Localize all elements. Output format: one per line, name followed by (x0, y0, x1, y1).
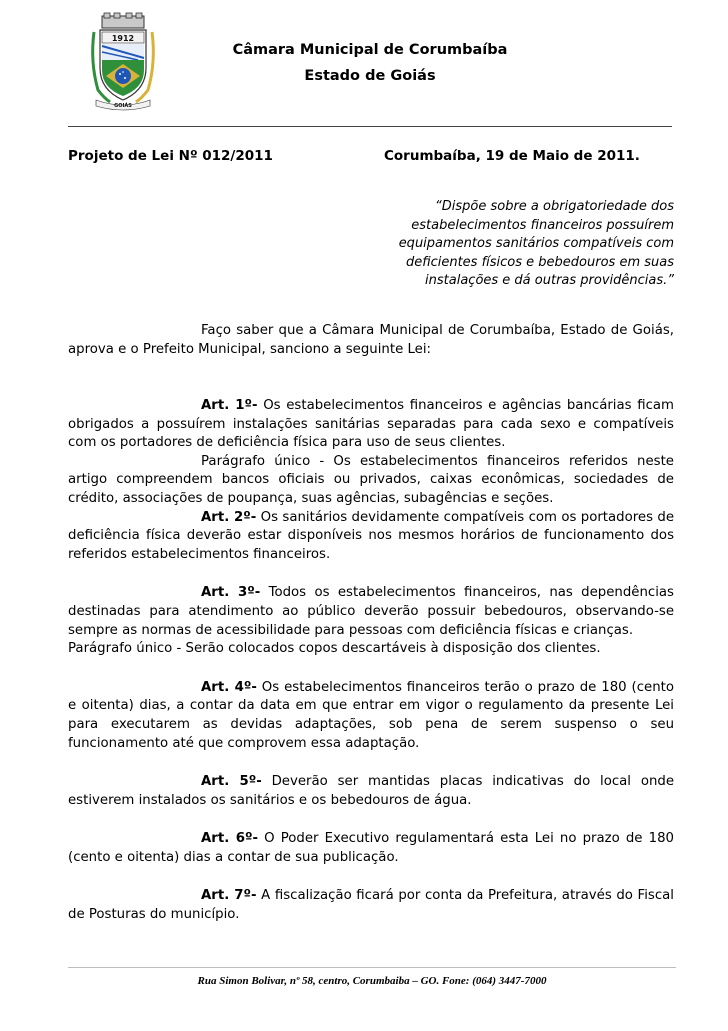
article-4-label: Art. 4º- (201, 679, 257, 695)
spacer (68, 867, 674, 887)
spacer (68, 564, 674, 584)
article-1 (68, 397, 674, 453)
article-3-text: Todos os estabelecimentos financeiros, nas dependências destinadas para atendimento ao público deverão possuir bebedouros, observando-se sempre as normas de acessibilidade para pessoas com deficiência físicas e crianças. (68, 585, 674, 638)
article-4 (68, 679, 674, 753)
article-6 (68, 830, 674, 867)
chamber-name: Câmara Municipal de Corumbaíba (232, 42, 508, 58)
article-3 (68, 584, 674, 640)
article-2-text: Os sanitários devidamente compatíveis com os portadores de deficiência física deverão estar disponíveis nos mesmos horários de funcionamento dos referidos estabelecimentos financeiros. (68, 509, 674, 562)
article-1-text: Os estabelecimentos financeiros e agências bancárias ficam obrigados a possuírem instalações sanitárias separadas para cada sexo e compatíveis com os portadores de deficiência física para uso de seus clientes. (68, 398, 674, 451)
article-5 (68, 773, 674, 810)
spacer (68, 810, 674, 830)
bill-number: Projeto de Lei Nº 012/2011 (68, 148, 273, 164)
footer-divider (68, 967, 676, 968)
spacer (68, 659, 674, 679)
article-2 (68, 509, 674, 565)
article-6-text: O Poder Executivo regulamentará esta Lei no prazo de 180 (cento e oitenta) dias a contar de sua publicação. (68, 831, 674, 865)
article-3-paragraph: Parágrafo único - Serão colocados copos descartáveis à disposição dos clientes. (68, 641, 601, 657)
article-5-label: Art. 5º- (201, 774, 262, 790)
spacer (68, 753, 674, 773)
article-7-label: Art. 7º- (201, 888, 257, 904)
municipal-coat-of-arms-icon (88, 12, 158, 112)
footer-address: Rua Simon Bolivar, nº 58, centro, Corumbaiba – GO. Fone: (064) 3447-7000 (197, 975, 547, 987)
preamble: Faço saber que a Câmara Municipal de Corumbaíba, Estado de Goiás, aprova e o Prefeito Municipal, sanciono a seguinte Lei: (68, 323, 674, 357)
article-1-paragraph: Parágrafo único - Os estabelecimentos financeiros referidos neste artigo compreendem bancos oficiais ou privados, caixas econômicas, sociedades de crédito, associações de poupança, suas agências, subagências e seções. (68, 453, 674, 506)
article-2-label: Art. 2º- (201, 509, 257, 525)
article-6-label: Art. 6º- (201, 831, 259, 847)
article-7 (68, 887, 674, 924)
article-7-text: A fiscalização ficará por conta da Prefeitura, através do Fiscal de Posturas do município. (68, 888, 674, 923)
article-3-label: Art. 3º- (201, 585, 261, 601)
state-name: Estado de Goiás (304, 68, 436, 84)
articles-block (68, 397, 674, 925)
article-4-text: Os estabelecimentos financeiros terão o prazo de 180 (cento e oitenta) dias, a contar da data em que entrar em vigor o regulamento da presente Lei para executarem as devidas adaptações, sob pena de serem suspenso o seu funcionamento até que comprovem essa adaptação. (68, 679, 675, 751)
emblem-year: 1912 (111, 34, 135, 43)
bill-summary: “Dispõe sobre a obrigatoriedade dos estabelecimentos financeiros possuírem equipamentos sanitários compatíveis com deficientes físicos e bebedouros em suas instalações e dá outras providências.” (398, 199, 674, 289)
header-divider (68, 126, 672, 127)
bill-date: Corumbaíba, 19 de Maio de 2011. (384, 148, 640, 164)
emblem-banner: GOIÁS (114, 103, 132, 109)
article-1-label: Art. 1º- (201, 398, 258, 413)
preamble-block (68, 322, 674, 359)
article-5-text: Deverão ser mantidas placas indicativas do local onde estiverem instalados os sanitários e os bebedouros de água. (68, 774, 674, 808)
